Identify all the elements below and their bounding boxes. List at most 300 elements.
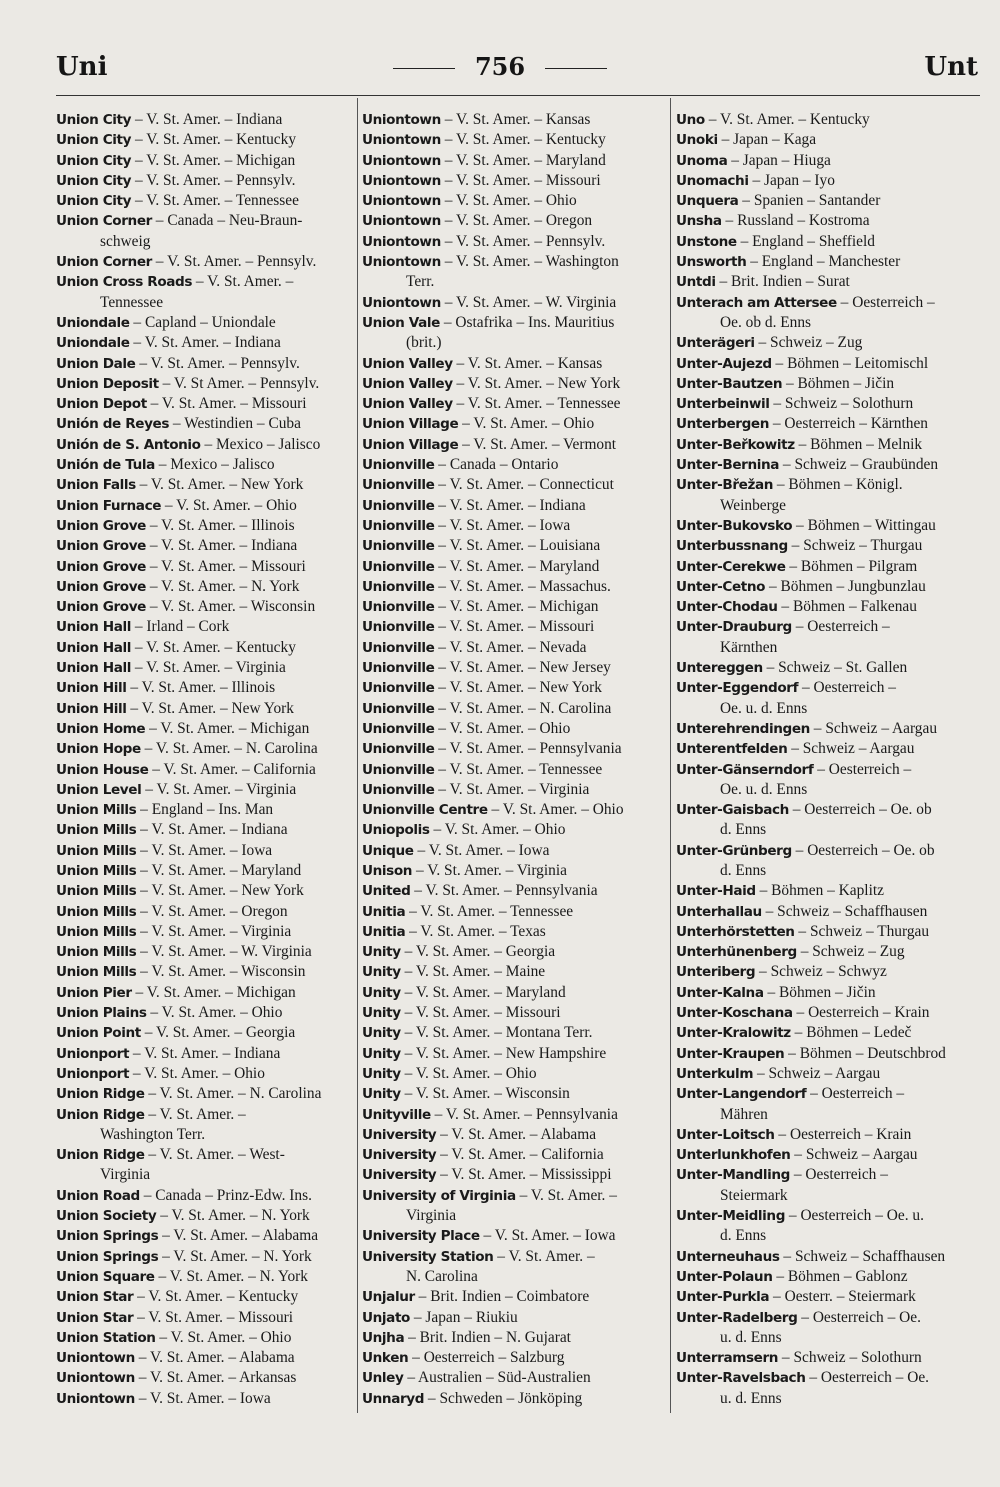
entry-headword: Union Deposit (56, 375, 159, 392)
entry-headword: Unter-Purkla (676, 1289, 770, 1306)
entry-headword: United (362, 883, 411, 900)
gazetteer-entry (676, 881, 992, 901)
entry-headword: Uniondale (56, 335, 130, 352)
entry-location: – V. St. Amer. – Indiana (146, 537, 298, 555)
gazetteer-entry (56, 1348, 356, 1368)
entry-headword: Union Hope (56, 741, 141, 758)
entry-continuation: schweig (100, 232, 151, 250)
entry-headword: Unter-Polaun (676, 1268, 773, 1285)
gazetteer-entry (676, 1308, 992, 1328)
gazetteer-entry (362, 1064, 668, 1084)
entry-location: – V. St. Amer. – W. Virginia (440, 293, 617, 311)
gazetteer-entry (56, 719, 356, 739)
gazetteer-entry (56, 272, 356, 292)
gazetteer-entry (362, 232, 668, 252)
entry-headword: Unionville (362, 599, 435, 616)
entry-location: – V. St. Amer. – N. York (154, 1267, 309, 1285)
gazetteer-entry (362, 475, 668, 495)
entry-headword: Union Society (56, 1208, 157, 1225)
entry-location: – Oesterreich – Kärnthen (769, 415, 929, 433)
entry-continuation: Oe. ob d. Enns (720, 313, 812, 331)
gazetteer-entry (676, 272, 992, 292)
gazetteer-entry (56, 455, 356, 475)
entry-headword: Unionport (56, 1065, 130, 1082)
gazetteer-entry (676, 252, 992, 272)
entry-location: – V. St. Amer. – Michigan (131, 983, 296, 1001)
gazetteer-entry (362, 902, 668, 922)
entry-location: – V. St. Amer. – Wisconsin (146, 598, 316, 616)
entry-headword: Union Mills (56, 944, 137, 961)
gazetteer-entry (676, 800, 992, 820)
gazetteer-entry (56, 1267, 356, 1287)
gazetteer-entry (676, 962, 992, 982)
gazetteer-entry (56, 1186, 356, 1206)
gazetteer-entry (362, 252, 668, 272)
entry-location: – Oesterreich – Oe. (805, 1369, 930, 1387)
entry-continuation: Virginia (406, 1207, 457, 1225)
entry-location: – V. St. Amer. – (515, 1186, 617, 1204)
entry-location: – Schweiz – Aargau (790, 1146, 918, 1164)
entry-headword: Unionville (362, 538, 435, 555)
entry-location: – Böhmen – Falkenau (777, 598, 917, 616)
entry-headword: Unoma (676, 152, 728, 169)
entry-headword: Union City (56, 172, 132, 189)
entry-headword: Union Mills (56, 862, 137, 879)
entry-location: – Schweiz – St. Gallen (762, 659, 908, 677)
entry-location: – V. St. Amer. – Iowa (136, 841, 273, 859)
entry-headword: Unquera (676, 193, 739, 210)
gazetteer-entry (676, 1348, 992, 1368)
entry-headword: Unionville (362, 741, 435, 758)
entry-location: – Oesterreich – (813, 760, 912, 778)
entry-location: – England – Ins. Man (136, 801, 274, 819)
gazetteer-entry (362, 861, 668, 881)
gazetteer-entry (56, 496, 356, 516)
gazetteer-entry (362, 658, 668, 678)
gazetteer-entry (56, 435, 356, 455)
entry-location: – V. St. Amer. – N. York (158, 1247, 312, 1265)
gazetteer-entry (676, 435, 992, 455)
entry-headword: Union Hall (56, 639, 131, 656)
entry-headword: Unterramsern (676, 1350, 779, 1367)
entry-location: – England – Manchester (746, 253, 901, 271)
entry-location: – V. St. Amer. – Michigan (145, 719, 310, 737)
entry-headword: Unity (362, 1025, 401, 1042)
gazetteer-entry (362, 841, 668, 861)
header-rule-right (545, 68, 607, 69)
entry-location: – V. St. Amer. – Pennsylvania (430, 1105, 618, 1123)
entry-location: – Böhmen – Pilgram (785, 557, 918, 575)
gazetteer-entry (56, 1328, 356, 1348)
entry-location: – Oesterreich – Krain (792, 1004, 930, 1022)
entry-location: – V. St. Amer. – California (436, 1146, 604, 1164)
gazetteer-entry (676, 1044, 992, 1064)
entry-headword: Union Furnace (56, 497, 162, 514)
entry-location: – V. St. Amer. – Washington (440, 253, 619, 271)
entry-location: – Oesterreich – Oe. u. (785, 1207, 924, 1225)
entry-headword: Unionville (362, 720, 435, 737)
entry-headword: Union Mills (56, 903, 137, 920)
gazetteer-entry (362, 739, 668, 759)
gazetteer-entry (362, 1165, 668, 1185)
entry-headword: Untdi (676, 274, 716, 291)
entry-location: – Schweiz – Aargau (753, 1064, 881, 1082)
entry-headword: Unterkulm (676, 1065, 754, 1082)
entry-location: – Böhmen – Ledeč (790, 1024, 912, 1042)
entry-headword: Unionville (362, 558, 435, 575)
entry-headword: Union Vale (362, 314, 440, 331)
gazetteer-entry (56, 536, 356, 556)
entry-location: – Oesterreich – Oe. ob (788, 801, 932, 819)
gazetteer-entry (362, 110, 668, 130)
entry-location: – V. St. Amer. – Alabama (134, 1349, 295, 1367)
entry-headword: Union Level (56, 781, 142, 798)
entry-location: – V. St. Amer. – Massachus. (434, 577, 611, 595)
gazetteer-entry (362, 354, 668, 374)
entry-headword: Union City (56, 152, 132, 169)
entry-location: – V. St. Amer. – New York (434, 679, 602, 697)
gazetteer-entry (362, 1368, 668, 1388)
entry-headword: Uniontown (362, 152, 441, 169)
entry-headword: Unionville (362, 578, 435, 595)
gazetteer-entry (362, 942, 668, 962)
entry-location: – V. St. Amer. – Tennessee (405, 902, 574, 920)
entry-headword: University (362, 1167, 437, 1184)
entry-headword: Unterentfelden (676, 741, 788, 758)
gazetteer-entry (56, 1105, 356, 1125)
entry-headword: Union Grove (56, 558, 147, 575)
gazetteer-entry (362, 496, 668, 516)
entry-headword: Unter-Loitsch (676, 1126, 775, 1143)
gazetteer-entry (362, 1328, 668, 1348)
gazetteer-entry (56, 577, 356, 597)
entry-location: – V. St. Amer. – New Hampshire (400, 1044, 607, 1062)
entry-headword: Unionville (362, 457, 435, 474)
entry-headword: Union House (56, 761, 149, 778)
entry-location: – Schweiz – Thurgau (787, 537, 923, 555)
entry-headword: Uniontown (362, 132, 441, 149)
gazetteer-entry (676, 617, 992, 637)
entry-location: – V. St. Amer. – Illinois (146, 516, 295, 534)
entry-headword: Uniontown (56, 1350, 135, 1367)
entry-location: – V. St. Amer. – Virginia (131, 659, 286, 677)
entry-headword: Unionville (362, 700, 435, 717)
gazetteer-entry (56, 1145, 356, 1165)
entry-continuation: Washington Terr. (100, 1125, 206, 1143)
gazetteer-entry (56, 171, 356, 191)
entry-location: – Japan – Iyo (748, 171, 835, 189)
gazetteer-entry (676, 536, 992, 556)
entry-headword: Union Corner (56, 213, 152, 230)
entry-headword: University (362, 1126, 437, 1143)
gazetteer-entry (56, 354, 356, 374)
gazetteer-entry (676, 1287, 992, 1307)
gazetteer-entry (56, 699, 356, 719)
gazetteer-entry (676, 333, 992, 353)
entry-location: – V. St. Amer. – Tennessee (131, 192, 299, 210)
entry-location: – Capland – Uniondale (129, 313, 276, 331)
entry-location: – V. St. Amer. – Pennsylv. (151, 253, 317, 271)
entry-headword: Uniontown (362, 112, 441, 128)
entry-headword: Unter-Radelberg (676, 1309, 798, 1326)
entry-location: – V. St. Amer. – Pennsylvania (410, 882, 598, 900)
entry-location: – V. St. Amer. – Iowa (434, 516, 571, 534)
entry-headword: Unter-Kraupen (676, 1045, 785, 1062)
entry-headword: Union Depot (56, 396, 147, 413)
entry-headword: Union Star (56, 1309, 134, 1326)
entry-headword: Unión de S. Antonio (56, 436, 201, 453)
entry-headword: Unity (362, 1045, 401, 1062)
entry-location: – V. St. Amer. – Ohio (487, 801, 624, 819)
entry-location: – V. St. Amer. – New York (452, 374, 621, 392)
entry-continuation: Kärnthen (720, 638, 778, 656)
entry-location: – Böhmen – Melnik (794, 435, 923, 453)
entry-headword: Unter-Mandling (676, 1167, 791, 1184)
page-number: 756 (474, 52, 526, 81)
entry-continuation: (brit.) (406, 334, 442, 352)
entry-location: – Brit. Indien – N. Gujarat (404, 1328, 571, 1346)
entry-headword: Union Mills (56, 964, 137, 981)
gazetteer-entry (676, 130, 992, 150)
entry-headword: Unión de Reyes (56, 416, 170, 433)
column-3 (676, 110, 992, 1409)
gazetteer-entry (56, 1226, 356, 1246)
gazetteer-entry (676, 1267, 992, 1287)
entry-location: – Brit. Indien – Surat (715, 273, 850, 291)
gazetteer-entry (56, 861, 356, 881)
entry-headword: Union Pier (56, 984, 132, 1001)
entry-headword: Unter-Eggendorf (676, 680, 799, 697)
gazetteer-entry (676, 191, 992, 211)
entry-location: – V. St. Amer. – N. York (146, 577, 300, 595)
entry-location: – V. St. Amer. – Illinois (126, 679, 276, 697)
gazetteer-entry (676, 293, 992, 313)
entry-location: – V. St. Amer. – N. Carolina (144, 1085, 322, 1103)
entry-location: – V. St. Amer. – Ohio (429, 821, 566, 839)
entry-headword: Unter-Cerekwe (676, 558, 786, 575)
entry-location: – Böhmen – Leitomischl (771, 354, 929, 372)
entry-headword: Union Mills (56, 923, 137, 940)
gazetteer-entry (362, 130, 668, 150)
header-right-keyword: Unt (924, 52, 978, 82)
gazetteer-entry (56, 780, 356, 800)
entry-headword: Union Springs (56, 1248, 159, 1265)
entry-location: – V. St. Amer. – Maryland (136, 861, 302, 879)
entry-continuation: Steiermark (720, 1186, 788, 1204)
gazetteer-entry (362, 1389, 668, 1409)
gazetteer-entry (676, 1064, 992, 1084)
entry-headword: Unionville (362, 619, 435, 636)
gazetteer-entry (362, 1348, 668, 1368)
gazetteer-entry (56, 922, 356, 942)
gazetteer-entry (676, 232, 992, 252)
entry-location: – V. St. Amer. – Pennsylv. (135, 354, 300, 372)
entry-location: – V. St. Amer. – Virginia (434, 780, 590, 798)
entry-headword: Unity (362, 1005, 401, 1022)
entry-headword: Unterägeri (676, 335, 755, 352)
entry-location: – V. St. Amer. – Tennessee (434, 760, 603, 778)
entry-location: – Canada – Ontario (434, 456, 559, 474)
entry-headword: Union Ridge (56, 1106, 145, 1123)
gazetteer-entry (676, 516, 992, 536)
entry-location: – V. St. Amer. – Wisconsin (136, 963, 306, 981)
entry-headword: Uniontown (362, 294, 441, 311)
gazetteer-entry (56, 1084, 356, 1104)
gazetteer-entry (676, 171, 992, 191)
gazetteer-entry (362, 597, 668, 617)
entry-location: – V. St. Amer. – Michigan (434, 598, 599, 616)
gazetteer-entry (676, 394, 992, 414)
entry-headword: Union Hall (56, 660, 131, 677)
entry-headword: Union Home (56, 720, 146, 737)
entry-headword: Uniontown (362, 172, 441, 189)
entry-location: – V. St. Amer. – Missouri (434, 618, 595, 636)
entry-headword: Union Village (362, 416, 459, 433)
gazetteer-entry (362, 1125, 668, 1145)
entry-location: – Schweiz – Solothurn (769, 395, 914, 413)
entry-headword: Union Cross Roads (56, 274, 193, 291)
header-rule-left (393, 68, 455, 69)
entry-headword: Unstone (676, 233, 737, 250)
gazetteer-entry (676, 455, 992, 475)
entry-headword: Union Road (56, 1187, 140, 1204)
gazetteer-entry (56, 110, 356, 130)
entry-location: – V. St. Amer. – Mississippi (436, 1166, 612, 1184)
entry-headword: Uniontown (362, 254, 441, 271)
gazetteer-entry (676, 374, 992, 394)
entry-continuation: Mähren (720, 1105, 768, 1123)
entry-headword: Unity (362, 1086, 401, 1103)
entry-location: – V. St. Amer. – Georgia (400, 943, 556, 961)
entry-location: – V. St. Amer. – Louisiana (434, 537, 601, 555)
entry-headword: Unken (362, 1350, 409, 1367)
entry-headword: Union Point (56, 1025, 141, 1042)
gazetteer-entry (362, 1023, 668, 1043)
gazetteer-entry (56, 678, 356, 698)
entry-headword: Union Hill (56, 700, 127, 717)
entry-location: – V. St. Amer. – Pennsylvania (434, 740, 622, 758)
gazetteer-entry (56, 374, 356, 394)
entry-headword: Uniontown (362, 213, 441, 230)
entry-location: – V. St. Amer. – Indiana (434, 496, 586, 514)
gazetteer-entry (56, 1064, 356, 1084)
entry-location: – Japan – Hiuga (727, 151, 831, 169)
entry-location: – Brit. Indien – Coimbatore (414, 1288, 590, 1306)
gazetteer-entry (56, 1003, 356, 1023)
entry-headword: Unomachi (676, 172, 749, 189)
entry-location: – Oesterreich – Oe. ob (791, 841, 935, 859)
entry-continuation: Oe. u. d. Enns (720, 699, 808, 717)
gazetteer-entry (676, 110, 992, 130)
entry-headword: Unterhünenberg (676, 944, 797, 961)
entry-location: – Böhmen – Deutschbrod (784, 1044, 946, 1062)
gazetteer-entry (362, 1308, 668, 1328)
gazetteer-entry (676, 1125, 992, 1145)
entry-location: – Schweiz – Schaffhausen (761, 902, 928, 920)
entry-headword: Unionville (362, 680, 435, 697)
gazetteer-entry (56, 902, 356, 922)
column-1 (56, 110, 356, 1409)
entry-location: – V. St. Amer. – Alabama (158, 1227, 319, 1245)
entry-headword: Unter-Koschana (676, 1005, 793, 1022)
entry-location: – Russland – Kostroma (721, 212, 870, 230)
gazetteer-entry (676, 1247, 992, 1267)
entry-headword: Uniopolis (362, 822, 430, 839)
entry-location: – England – Sheffield (736, 232, 875, 250)
gazetteer-entry (676, 151, 992, 171)
entry-headword: Union Hill (56, 680, 127, 697)
gazetteer-entry (676, 719, 992, 739)
entry-headword: Union Square (56, 1268, 155, 1285)
entry-continuation: Oe. u. d. Enns (720, 780, 808, 798)
gazetteer-entry (676, 1023, 992, 1043)
gazetteer-entry (362, 151, 668, 171)
gazetteer-entry (676, 1145, 992, 1165)
entry-location: – V. St. Amer. – Indiana (136, 821, 288, 839)
entry-location: – Schweiz – Zug (796, 943, 905, 961)
entry-headword: Unityville (362, 1106, 431, 1123)
entry-headword: Union Grove (56, 578, 147, 595)
entry-location: – V. St. Amer. – New York (136, 882, 304, 900)
entry-location: – V. St. Amer. – N. Carolina (434, 699, 612, 717)
gazetteer-entry (676, 577, 992, 597)
entry-location: – Schweiz – Thurgau (794, 922, 930, 940)
entry-headword: Union Star (56, 1289, 134, 1306)
entry-location: – Ostafrika – Ins. Mauritius (439, 313, 615, 331)
entry-headword: Unjalur (362, 1289, 415, 1306)
entry-location: – V. St. Amer. – Missouri (146, 395, 307, 413)
entry-location: – V. St. Amer. – Ohio (155, 1328, 292, 1346)
entry-headword: Unterbergen (676, 416, 770, 433)
entry-location: – Böhmen – Jungbunzlau (765, 577, 926, 595)
gazetteer-entry (56, 617, 356, 637)
gazetteer-entry (362, 1003, 668, 1023)
entry-headword: Unterlunkhofen (676, 1147, 791, 1164)
gazetteer-entry (362, 760, 668, 780)
gazetteer-entry (676, 983, 992, 1003)
entry-location: – Schweiz – Aargau (787, 740, 915, 758)
entry-location: – Oesterreich – (798, 679, 896, 697)
column-divider-2 (670, 98, 671, 1413)
gazetteer-entry (56, 1044, 356, 1064)
gazetteer-entry (362, 1105, 668, 1125)
entry-headword: Unter-Haid (676, 883, 756, 900)
gazetteer-entry (362, 414, 668, 434)
entry-headword: Unique (362, 842, 414, 859)
entry-location: – V. St. Amer. – Missouri (146, 557, 306, 575)
entry-continuation: Tennessee (100, 293, 164, 311)
entry-location: – V. St. Amer. – Iowa (134, 1389, 271, 1407)
gazetteer-entry (362, 394, 668, 414)
gazetteer-entry (56, 211, 356, 231)
entry-location: – V. St. Amer. – Georgia (140, 1024, 296, 1042)
entry-location: – Böhmen – Kaplitz (755, 882, 884, 900)
gazetteer-entry (56, 962, 356, 982)
gazetteer-entry (362, 557, 668, 577)
entry-headword: Unter-Cetno (676, 578, 766, 595)
entry-headword: Unity (362, 944, 401, 961)
gazetteer-entry (676, 739, 992, 759)
gazetteer-entry (56, 130, 356, 150)
entry-headword: Unter-Gaisbach (676, 802, 789, 819)
entry-location: – V. St. Amer. – Texas (405, 922, 546, 940)
gazetteer-entry (56, 394, 356, 414)
gazetteer-entry (56, 252, 356, 272)
gazetteer-entry (56, 881, 356, 901)
entry-headword: Unter-Meidling (676, 1208, 786, 1225)
entry-continuation: d. Enns (720, 861, 767, 879)
gazetteer-entry (56, 658, 356, 678)
